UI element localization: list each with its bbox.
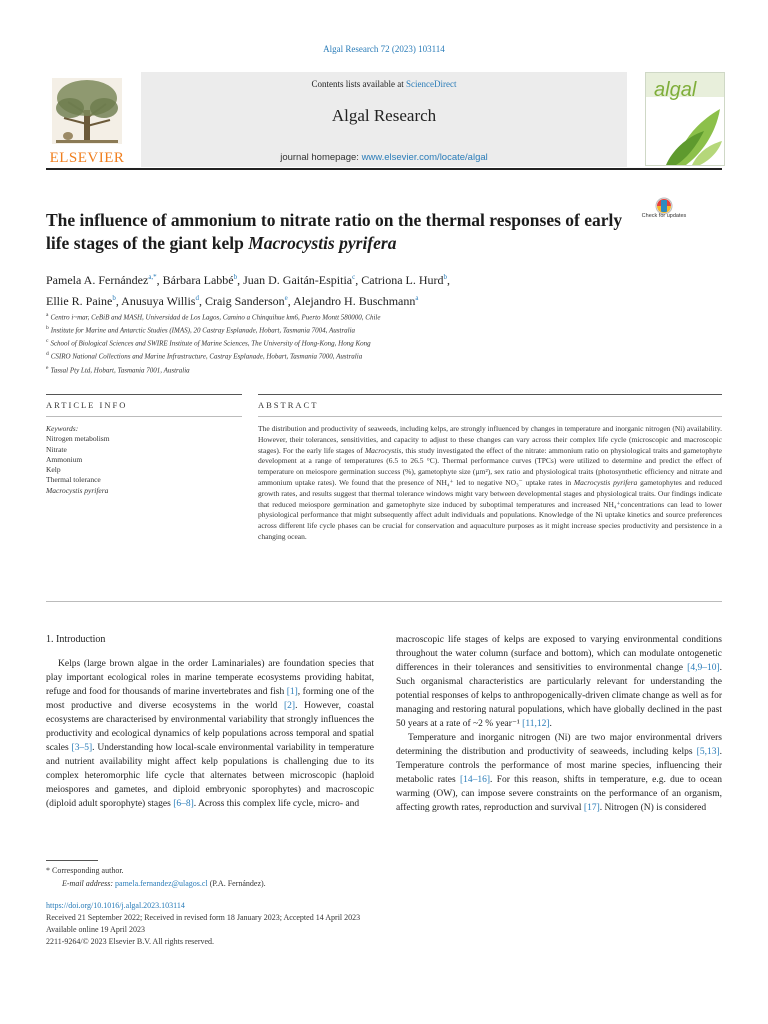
title-main: The influence of ammonium to nitrate ratio on the thermal responses of early life stages of the giant kelp (46, 210, 623, 253)
text-run: . Nitrogen (N) is considered (599, 803, 707, 813)
author-affiliation-mark[interactable]: b (233, 273, 238, 281)
body-column-left (46, 657, 374, 811)
copyright-line: 2211-9264/© 2023 Elsevier B.V. All rights reserved. (46, 937, 215, 946)
citation-link[interactable]: [17] (583, 803, 600, 813)
author-affiliation-mark[interactable]: e (284, 294, 288, 302)
sciencedirect-link[interactable]: ScienceDirect (406, 79, 457, 89)
author-name[interactable]: Pamela A. Fernández (46, 273, 149, 287)
text-run: . However, coastal ecosystems are characterised by environmental variability that strongly influences the productivity and ecological dynamics of kelp populations across temporal and spatial scales (46, 701, 374, 753)
email-label: E-mail address: (62, 879, 116, 888)
info-rule-lower (46, 416, 242, 417)
author-affiliation-mark[interactable]: c (352, 273, 356, 281)
author-name[interactable]: Catriona L. Hurd (361, 273, 444, 287)
footnote-rule (46, 860, 98, 861)
affiliation-item (46, 336, 706, 349)
author-affiliation-mark[interactable]: a (415, 294, 419, 302)
author-affiliation-mark[interactable]: b (112, 294, 116, 302)
journal-homepage (141, 152, 627, 163)
citation-link[interactable]: [4,9–10] (687, 663, 720, 673)
abstract-species: Macrocystis (364, 445, 402, 455)
affiliation-text: Institute for Marine and Antarctic Studies (IMAS), 20 Castray Esplanade, Hobart, Tasmania 7004, Australia (50, 326, 356, 335)
text-run: . Temperature controls the performance of most marine species, influencing their metabolic rates (396, 747, 722, 785)
author-affiliation-mark[interactable]: d (195, 294, 199, 302)
header-rule (46, 168, 722, 170)
author-name[interactable]: Craig Sanderson (204, 294, 285, 308)
text-run: . Such organismal characteristics are particularly relevant for understanding the potential responses of kelps to anthropogenically-driven climate change as well as for managing and restoring natural populations, which have globally declined in the past 50 years at a rate of ~2 % year⁻¹ (396, 663, 722, 729)
abstract-species: Macrocystis pyrifera (573, 477, 638, 487)
author-name[interactable]: Bárbara Labbé (162, 273, 234, 287)
email-link[interactable]: pamela.fernandez@ulagos.cl (115, 879, 208, 888)
abstract-heading: ABSTRACT (258, 400, 319, 410)
cover-title: algal (654, 79, 697, 101)
author-list: Pamela A. Fernández$^{a,*}$, Bárbara Labbé$^b$, Juan D. Gaitán-Espitia$^c$, Catriona L. Hurd$^b$, Ellie R. Paine$^b$, Anusuya Willis$^d$, Craig Sanderson$^e$, Alejandro H. Buschmann$^a$ (46, 273, 451, 308)
abstract-rule (258, 394, 722, 395)
journal-name: Algal Research (331, 106, 437, 125)
affiliation-mark: c (46, 338, 49, 345)
abstract-bottom-rule (46, 601, 722, 602)
available-online: Available online 19 April 2023 (46, 925, 145, 934)
author-name[interactable]: Anusuya Willis (121, 294, 196, 308)
affiliation-text: Tassal Pty Ltd, Hobart, Tasmania 7001, Australia (50, 365, 190, 374)
contents-prefix: Contents lists available at (311, 79, 406, 89)
citation-link[interactable]: [1] (286, 687, 298, 697)
contents-line (141, 79, 627, 89)
journal-cover-icon[interactable] (645, 72, 725, 166)
keyword-item: Macrocystis pyrifera (46, 485, 109, 495)
keyword-item: Nitrogen metabolism (46, 434, 110, 444)
abstract-part: gametophytes and reduced growth rates, and results suggest that thermal tolerance windows might vary between developmental stages and physiological traits. Our findings indicate that reduced meiospore germination and gametophyte size induced by suboptimal temperatures and increased NH₄⁺concentrations can lead to lower physiological performance that might subsequently affect adult individuals and populations. Knowledge of the Ni uptake kinetics and source preferences across different life cycle phases can be crucial for conservation and aquaculture purposes as it might increase species productivity and persistence in a changing ocean. (258, 477, 722, 541)
author-name[interactable]: Alejandro H. Buschmann (293, 294, 416, 308)
author-name[interactable]: Ellie R. Paine (46, 294, 113, 308)
citation-link[interactable]: [6–8] (173, 799, 194, 809)
text-run: . For this reason, shifts in temperature, e.g. due to ocean warming (OW), can impose severe constraints on the performance of an organism, affecting growth rates, reproduction and survival (396, 775, 722, 813)
keyword-item: Nitrate (46, 444, 67, 454)
affiliation-item (46, 323, 706, 336)
journal-reference-link[interactable]: Algal Research 72 (2023) 103114 (323, 44, 445, 54)
affiliation-text: Centro i~mar, CeBiB and MASH, Universidad de Los Lagos, Camino a Chinquihue km6, Puerto Montt 580000, Chile (50, 313, 381, 322)
homepage-prefix: journal homepage: (280, 152, 362, 163)
text-run: Kelps (large brown algae in the order Laminariales) are foundation species that play important ecological roles in marine temperate ecosystems providing habitat, refuge and food for thousands of marine invertebrates and fish (46, 659, 374, 697)
affiliation-item (46, 310, 706, 323)
author-affiliation-mark[interactable]: a,* (148, 273, 157, 281)
text-run: . Understanding how local-scale environmental variability in temperature and nutrient availability might affect kelp populations is challenging due to its complex heteromorphic life cycle that alternates between microscopic (haploid meiospores and gametes, and diploid embryonic sporophytes) and macroscopic (diploid adult sporophyte) stages (46, 743, 374, 809)
citation-link[interactable]: [11,12] (522, 719, 550, 729)
article-title (46, 209, 626, 255)
abstract-part: The distribution and productivity of seaweeds, including kelps, are strongly influenced by changes in temperature and inorganic nitrogen (Ni) availability. However, their tolerances, sensitivities, and capacity to adjust to these changes can vary across their complex life cycle (microscopic and macroscopic stages). For the early life stages of (258, 424, 722, 455)
text-run: macroscopic life stages of kelps are exposed to varying environmental conditions throughout the water column (surface and bottom), which can modulate ontogenetic differences in their tolerances and sensitivities to environmental change (396, 635, 722, 673)
citation-link[interactable]: [14–16] (459, 775, 491, 785)
affiliation-text: CSIRO National Collections and Marine Infrastructure, Castray Esplanade, Hobart, Tasmania 7000, Australia (50, 352, 363, 361)
received-dates: Received 21 September 2022; Received in revised form 18 January 2023; Accepted 14 April 2023 (46, 913, 361, 922)
text-run: . Across this complex life cycle, micro- and (193, 799, 360, 809)
article-info-heading: ARTICLE INFO (46, 400, 128, 410)
keyword-item: Kelp (46, 465, 61, 475)
abstract-rule-lower (258, 416, 722, 417)
section-heading-introduction: 1. Introduction (46, 634, 106, 645)
info-rule (46, 394, 242, 395)
keywords-label: Keywords: (46, 424, 79, 433)
affiliation-mark: e (46, 364, 49, 371)
affiliation-list (46, 310, 706, 376)
doi-link[interactable]: https://doi.org/10.1016/j.algal.2023.103114 (46, 901, 185, 910)
affiliation-item (46, 363, 706, 376)
text-run: , forming one of the most productive and diverse ecosystems in the world (46, 687, 374, 711)
intro-paragraph-1 (46, 657, 374, 811)
title-species: Macrocystis pyrifera (248, 233, 397, 253)
text-run: . (549, 719, 552, 729)
text-run: Temperature and inorganic nitrogen (Ni) are two major environmental drivers determining the distribution and productivity of seaweeds, including kelps (396, 733, 722, 757)
author-name[interactable]: Juan D. Gaitán-Espitia (243, 273, 353, 287)
crossmark-label: Check for updates (641, 213, 687, 219)
abstract-text (258, 424, 722, 543)
email-note (62, 879, 266, 888)
elsevier-wordmark: ELSEVIER (49, 150, 125, 166)
affiliation-mark: b (46, 325, 49, 332)
citation-link[interactable]: [2] (284, 701, 296, 711)
author-affiliation-mark[interactable]: b (443, 273, 448, 281)
keyword-item: Thermal tolerance (46, 475, 101, 485)
abstract-part: , this study investigated the effect of the nitrate: ammonium ratio on physiological traits and gametophyte development at a range of temperatures (6.5 to 26.5 °C). Thermal performance curves (TPCs) were utilized to determine and predict the effect of temperature on meiospore germination success (%), gametophyte size (µm²), sex ratio and physiological traits (photosynthetic efficiency and nitrate and ammonium uptake rates). We found that the presence of NH₄⁺ led to negative NO₃⁻ uptake rates in (258, 445, 722, 487)
affiliation-item (46, 349, 706, 362)
body-column-right (396, 633, 722, 815)
homepage-link[interactable]: www.elsevier.com/locate/algal (361, 152, 488, 163)
intro-paragraph-2 (396, 731, 722, 815)
email-suffix: (P.A. Fernández). (207, 879, 266, 888)
affiliation-text: School of Biological Sciences and SWIRE Institute of Marine Sciences, The University of Hong-Kong, Hong Kong (50, 339, 371, 348)
citation-link[interactable]: [3–5] (71, 743, 93, 753)
corresponding-author-note: * Corresponding author. (46, 866, 124, 875)
affiliation-mark: a (46, 312, 49, 318)
keywords-block (46, 424, 242, 496)
keyword-item: Ammonium (46, 454, 83, 464)
affiliation-mark: d (46, 351, 49, 358)
citation-link[interactable]: [5,13] (696, 747, 720, 757)
cover-leaf-graphic (646, 103, 724, 165)
